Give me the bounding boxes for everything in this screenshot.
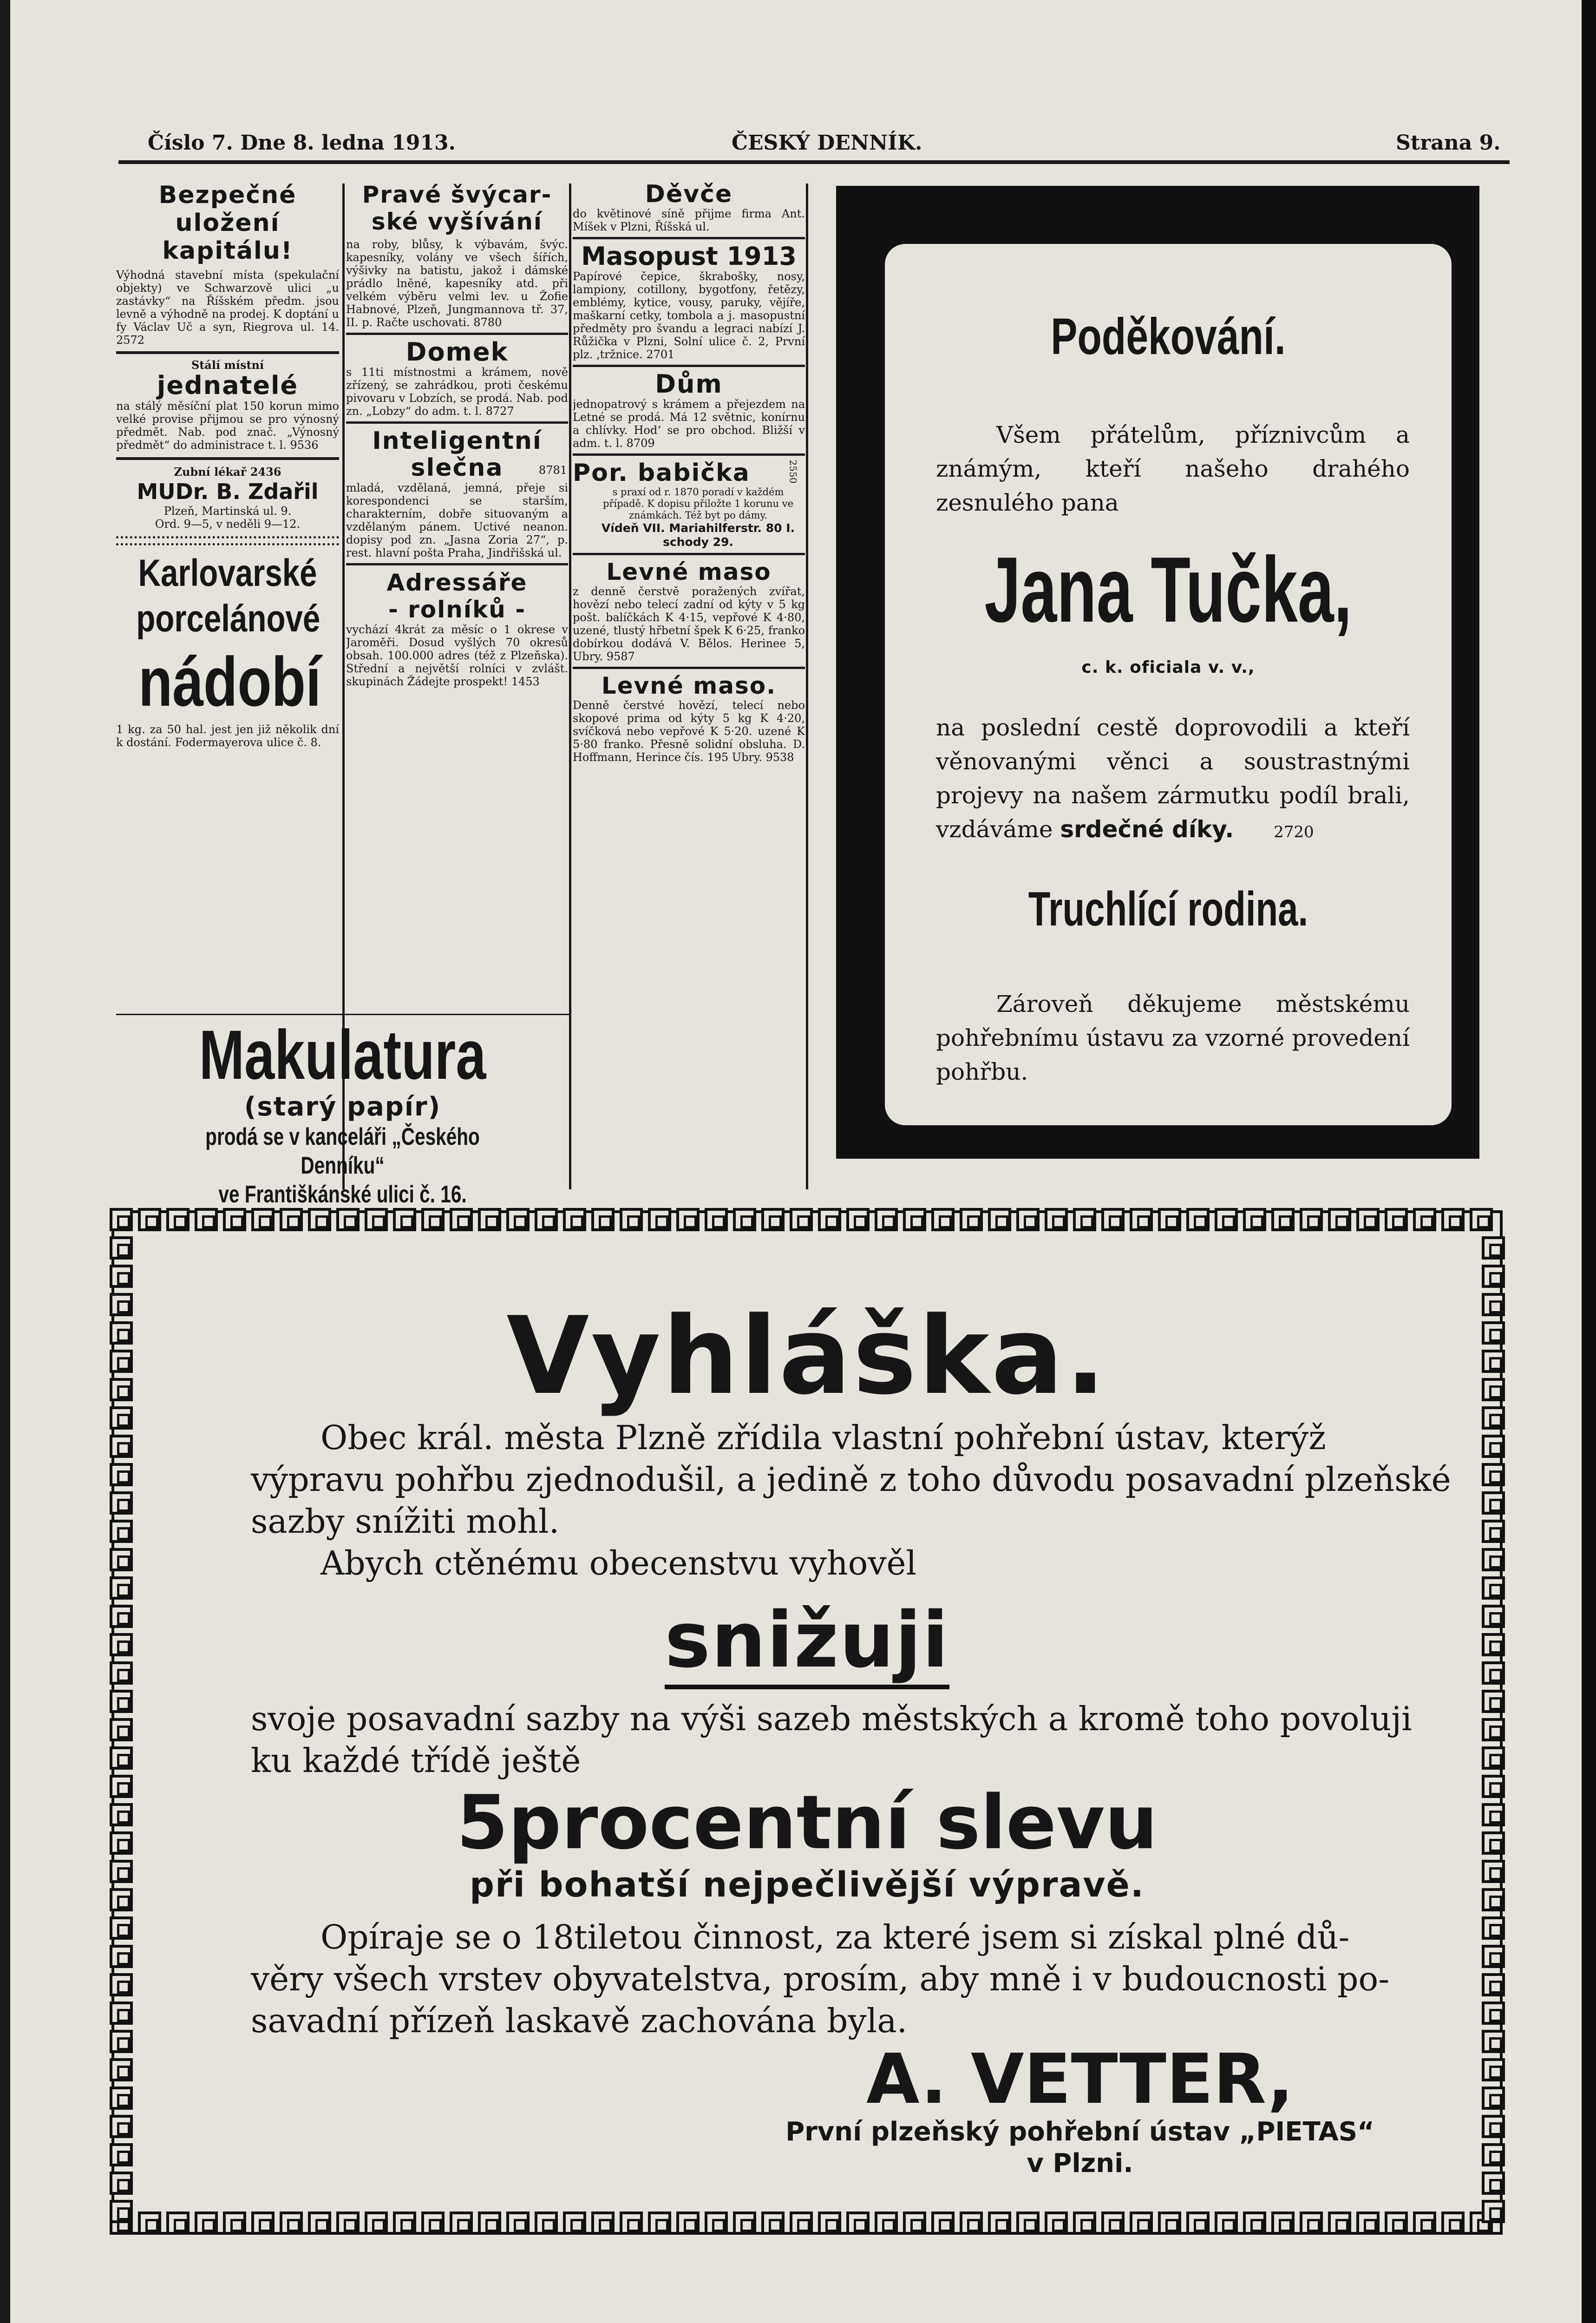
ornament-square [110, 1265, 133, 1288]
lady-title-1: Inteligentní [372, 427, 542, 455]
ornament-square [478, 1208, 501, 1231]
discount-wrap [111, 1779, 1503, 1907]
page-number: Strana 9. [1396, 131, 1501, 155]
waste-line-2: ve Františkánské ulici č. 16. [218, 1181, 467, 1208]
ornament-square [1271, 2211, 1295, 2235]
notice-reduce: snižuji [665, 1595, 949, 1689]
meat2-body: Denně čerstvé hovězí, telecí nebo skopové prima od kýty 5 kg K 4·20, svíčková nebo vepřové K 5·20. uzené K 5·80 franko. Přesně solidní obsluha. D. Hoffmann, Herince čís. 195 Ubry. 9538 [573, 699, 805, 764]
notice-signature: A. VETTER, [866, 2039, 1294, 2119]
ornament-square [138, 1208, 161, 1231]
house2-title: Dům [655, 369, 723, 399]
notice-line-2: výpravu pohřbu zjednodušil, a jedině z toho důvodu posavadní plzeňské [251, 1460, 1451, 1499]
ornament-square [648, 2211, 671, 2235]
midwife-title: Por. babička [573, 459, 750, 487]
ornament-square [393, 1208, 416, 1231]
ornament-square [365, 2211, 388, 2235]
header-rule [118, 160, 1510, 164]
ornament-square [110, 2058, 133, 2081]
ornament-square [1482, 1945, 1505, 1968]
dentist-line: Zubní lékař 2436 [174, 465, 281, 479]
ornament-square [1413, 1208, 1436, 1231]
ornament-square [1413, 2211, 1436, 2235]
ornament-square [110, 1491, 133, 1515]
waste-ad [116, 1016, 569, 1208]
house2-body: jednopatrový s krámem a přejezdem na Letné se prodá. Má 12 světnic, konírnu a chlívky. Hod‘ se pro obchod. Bližší v adm. t. l. 8709 [573, 398, 805, 450]
ornament-square [790, 2211, 813, 2235]
obituary-p1: Všem přátelům, příznivcům a známým, kteří našeho drahého zesnulého pana [936, 421, 1410, 516]
ornament-square [1215, 1208, 1238, 1231]
ornament-square [365, 1208, 388, 1231]
ornament-square [1482, 2200, 1505, 2223]
notice-title: Vyhláška. [506, 1294, 1108, 1418]
divider [116, 351, 339, 354]
safe-title-3: kapitálu! [162, 237, 293, 265]
safe-title-1: Bezpečné [158, 181, 297, 209]
ornament-square [1482, 1548, 1505, 1571]
ornament-square [1130, 2211, 1153, 2235]
ornament-square [110, 1690, 133, 1713]
carnival-title: Masopust 1913 [581, 242, 797, 271]
waste-rule [116, 1014, 571, 1015]
ornament-square [1243, 2211, 1266, 2235]
ornament-square [563, 1208, 586, 1231]
carnival-body: Papírové čepice, škrabošky, nosy, lampiony, cotillony, bygotfony, řetězy, emblémy, kytice, vousy, paruky, vějíře, maškarní cetky, tombola a j. masopustní předměty pro švandu a legraci nabízí J. Růžička v Plzni, Solní ulice č. 2, První plz. ‚tržnice. 2701 [573, 270, 805, 361]
embroidery-title-2: ské vyšívání [371, 208, 543, 235]
midwife-body-2: Vídeň VII. Mariahilferstr. 80 I. schody 29. [601, 521, 795, 549]
obituary-p3: Zároveň děkujeme městskému pohřebnímu ústavu za vzorné provedení pohřbu. [936, 991, 1410, 1085]
ornament-square [1482, 1236, 1505, 1260]
meat-title: Levné maso [606, 558, 772, 585]
ornament-square [110, 1718, 133, 1741]
ornament-square [110, 1916, 133, 1940]
ornament-square [1300, 2211, 1323, 2235]
ornament-square [1482, 2087, 1505, 2110]
ornament-square [1482, 1491, 1505, 1515]
obituary-p2: na poslední cestě doprovodili a kteří věnovanými věnci a soustrastnými projevy na našem zármutku podíl brali, vzdáváme [936, 714, 1410, 843]
divider [346, 563, 568, 565]
ornament-square [110, 2115, 133, 2138]
column-rule-3 [806, 184, 808, 1189]
dentist-hours: Ord. 9—5, v neděli 9—12. [155, 518, 301, 531]
ornament-square [1482, 1690, 1505, 1713]
ornament-square [1186, 1208, 1210, 1231]
notice-sig-sub-1: První plzeňský pohřební ústav „PIETAS“ [785, 2117, 1374, 2147]
ornament-square [223, 2211, 246, 2235]
ornament-square [110, 1576, 133, 1600]
ornament-square [1482, 1265, 1505, 1288]
column-rule-2 [569, 184, 571, 1189]
ornament-square [421, 2211, 445, 2235]
ornament-square [1016, 2211, 1040, 2235]
notice-line-6: ku každé třídě ještě [251, 1741, 581, 1780]
ornament-square [450, 2211, 473, 2235]
ornament-square [761, 1208, 785, 1231]
dentist-name: MUDr. B. Zdařil [137, 479, 319, 504]
house-title: Domek [406, 337, 509, 367]
obituary-title: Poděkování. [1051, 308, 1286, 365]
ornament-square [591, 1208, 615, 1231]
ornament-square [1243, 1208, 1266, 1231]
ornament-square [223, 1208, 246, 1231]
ornament-square [251, 1208, 275, 1231]
ornament-square [1328, 1208, 1351, 1231]
ornament-square [1130, 1208, 1153, 1231]
ornament-square [450, 1208, 473, 1231]
notice-discount-sub: při bohatší nejpečlivější výpravě. [470, 1865, 1145, 1905]
ornament-square [1482, 2030, 1505, 2053]
ornament-square [960, 1208, 983, 1231]
ornament-square [790, 1208, 813, 1231]
page-edge-right [1582, 0, 1596, 2323]
ornament-square [620, 2211, 643, 2235]
column-3 [573, 181, 805, 1189]
ornament-square [1482, 2058, 1505, 2081]
ornament-square [1385, 1208, 1408, 1231]
column-2 [346, 181, 568, 1017]
notice-line-8: věry všech vrstev obyvatelstva, prosím, aby mně i v budoucnosti po- [251, 1960, 1390, 1998]
ornament-square [110, 1435, 133, 1458]
ornament-square [535, 1208, 558, 1231]
safe-body: Výhodná stavební místa (spekulační objekty) ve Schwarzově ulici „u zastávky“ na Říšském předm. jsou levně a výhodně na prodej. K doptání u fy Václav Uč a syn, Riegrova ul. 14. 2572 [116, 269, 339, 347]
midwife-side-number: 2550 [787, 459, 799, 484]
midwife-body-1: s praxí od r. 1870 poradí v každém případě. K dopisu přiložte 1 korunu ve známkách. Též byt po dámy. [602, 486, 794, 521]
ornament-square [1441, 1208, 1465, 1231]
ornament-square [988, 2211, 1011, 2235]
ornament-square [110, 1548, 133, 1571]
ornament-square [110, 2143, 133, 2166]
signature-block [697, 2039, 1463, 2179]
address-body: vychází 4krát za měsíc o 1 okrese v Jaroměři. Dosud vyšlých 70 okresů obsah. 100.000 adres (též z Plzeňska). Střední a největší rolníci v zvlášt. skupinách Žádejte prospekt! 1453 [346, 623, 568, 688]
waste-sub: (starý papír) [244, 1092, 441, 1122]
ornament-square [818, 1208, 841, 1231]
ornament-square [110, 1746, 133, 1770]
ornament-square [1482, 2172, 1505, 2195]
ornament-square [280, 2211, 303, 2235]
obituary-thanks: srdečné díky. [1060, 816, 1234, 843]
ornament-square [110, 1463, 133, 1486]
ornament-square [251, 2211, 275, 2235]
address-title-2: - rolníků - [388, 596, 526, 623]
ornament-square [1482, 2143, 1505, 2166]
obituary-number: 2720 [1274, 823, 1314, 841]
divider [573, 667, 805, 669]
meat2-title: Levné maso. [601, 672, 777, 699]
ornament-square [110, 2030, 133, 2053]
ornament-square [733, 2211, 756, 2235]
divider [573, 453, 805, 456]
ornament-square [506, 2211, 530, 2235]
ornament-square [591, 2211, 615, 2235]
notice-sig-sub-2: v Plzni. [1027, 2148, 1133, 2179]
agents-title: jednatelé [157, 371, 299, 400]
ornament-square [308, 2211, 331, 2235]
ornament-square [1482, 1718, 1505, 1741]
ornament-square [1356, 2211, 1380, 2235]
ornament-square [110, 1973, 133, 1996]
ornament-square [1016, 1208, 1040, 1231]
divider [346, 421, 568, 424]
lady-number: 8781 [538, 464, 567, 477]
notice-line-4: Abych ctěnému obecenstvu vyhověl [321, 1544, 917, 1582]
ornament-square [110, 1520, 133, 1543]
ornament-square [535, 2211, 558, 2235]
notice-discount: 5procentní slevu [456, 1779, 1158, 1866]
house-body: s 11ti místnostmi a krámem, nově zřízený, se zahrádkou, proti českému pivovaru v Lobzích, se prodá. Nab. pod zn. „Lobzy“ do adm. t. l. 8727 [346, 366, 568, 418]
ornament-square [1482, 1916, 1505, 1940]
ornament-square [846, 1208, 870, 1231]
notice-title-wrap [111, 1294, 1503, 1418]
ornament-square [620, 1208, 643, 1231]
girl-title: Děvče [645, 181, 733, 208]
ornament-square [336, 2211, 360, 2235]
issue-date: Číslo 7. Dne 8. ledna 1913. [148, 131, 456, 155]
ornament-square [1186, 2211, 1210, 2235]
ornament-square [1101, 1208, 1125, 1231]
newspaper-title: ČESKÝ DENNÍK. [732, 131, 922, 155]
ornament-square [110, 2087, 133, 2110]
ornament-square [166, 1208, 190, 1231]
ornament-square [1385, 2211, 1408, 2235]
notice-line-1: Obec král. města Plzně zřídila vlastní pohřební ústav, kterýž [321, 1418, 1326, 1457]
ornament-square [903, 1208, 926, 1231]
safe-title-2: uložení [175, 209, 280, 237]
reduce-wrap [111, 1595, 1503, 1685]
waste-line-1: prodá se v kanceláři „Českého Denníku“ [205, 1123, 480, 1179]
ornament-square [705, 1208, 728, 1231]
obituary-family: Truchlící rodina. [1028, 882, 1308, 936]
ornament-square [1470, 1208, 1493, 1231]
girl-body: do květinové síně přijme firma Ant. Míšek v Plzni, Říšská ul. [573, 207, 805, 233]
lady-body: mladá, vzdělaná, jemná, přeje si korespondenci se starším, charakterním, dobře situovaným a vzdělaným pánem. Uctivé neanon. dopisy pod zn. „Jasna Zoria 27“, p. rest. hlavní pošta Praha, Jindřišská ul. [346, 481, 568, 559]
ornament-square [1045, 2211, 1068, 2235]
obituary-p2-wrap [936, 711, 1410, 849]
deceased-rank: c. k. oficiala v. v., [1081, 658, 1255, 677]
deceased-name: Jana Tučka, [984, 538, 1352, 642]
agents-body: na stálý měsíční plat 150 korun mimo velké provise přijmou se pro výnosný předmět. Nab. pod znač. „Výnosný předmět“ do administrace t. l. 9536 [116, 400, 339, 452]
ornament-square [676, 1208, 700, 1231]
lady-title-2: slečna [411, 454, 504, 482]
ornament-square [648, 1208, 671, 1231]
divider [573, 237, 805, 239]
ornament-square [195, 2211, 218, 2235]
ornament-square [110, 2172, 133, 2195]
ornament-square [110, 1945, 133, 1968]
ornament-square [336, 1208, 360, 1231]
agents-kicker: Stálí místní [191, 358, 264, 372]
notice-line-7: Opíraje se o 18tiletou činnost, za které jsem si získal plné dů- [321, 1918, 1350, 1956]
page-edge-left [0, 0, 10, 2323]
ornament-square [1073, 2211, 1096, 2235]
ornament-square [1271, 1208, 1295, 1231]
ornament-square [1482, 1435, 1505, 1458]
ornament-square [761, 2211, 785, 2235]
address-title-1: Adressáře [386, 569, 528, 596]
ornament-square [931, 2211, 955, 2235]
divider [346, 333, 568, 335]
ornament-square [960, 2211, 983, 2235]
ornament-square [1073, 1208, 1096, 1231]
ornament-square [393, 2211, 416, 2235]
ornament-square [138, 2211, 161, 2235]
divider [573, 365, 805, 367]
ornament-square [705, 2211, 728, 2235]
ornament-square [478, 2211, 501, 2235]
ornament-square [110, 1236, 133, 1260]
waste-title: Makulatura [199, 1016, 486, 1094]
ornament-square [875, 1208, 898, 1231]
notice-line-9: savadní přízeň laskavě zachována byla. [251, 2001, 908, 2040]
ornament-square [1215, 2211, 1238, 2235]
embroidery-body: na roby, blůsy, k výbavám, švýc. kapesníky, volány ve všech šířích, výšivky na batistu, jakož i dámské prádlo lněné, kapesníky atd. při velkém výběru velmi lev. u Žofie Habnové, Plzeň, Jungmannova tř. 37, II. p. Račte uschovati. 8780 [346, 238, 568, 329]
ornament-square [195, 1208, 218, 1231]
ornament-square [1158, 1208, 1181, 1231]
ornament-square [110, 1208, 133, 1231]
ornament-square [1328, 2211, 1351, 2235]
dentist-address: Plzeň, Martinská ul. 9. [164, 505, 292, 518]
ornament-square [280, 1208, 303, 1231]
ornament-square [1482, 1746, 1505, 1770]
ornament-square [1300, 1208, 1323, 1231]
divider [116, 457, 339, 460]
meat-body: z denně čerstvě poražených zvířat, hovězí nebo telecí zadní od kýty v 5 kg pošt. balíčkách K 4·15, vepřové K 4·80, uzené, tlustý hřbetní špek K 6·25, franko dobírkou dodává V. Bělos. Herinee 5, Ubry. 9587 [573, 585, 805, 663]
ornament-square [563, 2211, 586, 2235]
ornament-square [1482, 1463, 1505, 1486]
ornament-square [1356, 1208, 1380, 1231]
obituary-box [885, 244, 1452, 1125]
ornament-square [1482, 1576, 1505, 1600]
ornament-square [308, 1208, 331, 1231]
notice-line-3: sazby snížiti mohl. [251, 1502, 560, 1541]
ornament-square [988, 1208, 1011, 1231]
ornament-square [1441, 2211, 1465, 2235]
ornament-square [1482, 2001, 1505, 2025]
porcelain-line-2: porcelánové [136, 597, 321, 640]
ornament-square [1045, 1208, 1068, 1231]
ornament-square [1158, 2211, 1181, 2235]
ornament-square [733, 1208, 756, 1231]
ornament-square [875, 2211, 898, 2235]
ornament-square [846, 2211, 870, 2235]
porcelain-line-3: nádobí [138, 643, 321, 721]
ornament-square [676, 2211, 700, 2235]
ornament-square [903, 2211, 926, 2235]
ornament-square [166, 2211, 190, 2235]
ornament-square [1482, 1520, 1505, 1543]
ornament-square [110, 2200, 133, 2223]
ornament-square [506, 1208, 530, 1231]
ornament-square [421, 1208, 445, 1231]
divider [573, 553, 805, 555]
ornament-square [110, 2001, 133, 2025]
embroidery-title-1: Pravé švýcar- [362, 181, 552, 208]
ornament-square [1101, 2211, 1125, 2235]
ornament-square [1482, 1973, 1505, 1996]
porcelain-line-1: Karlovarské [138, 552, 317, 594]
ornament-square [931, 1208, 955, 1231]
ornament-square [818, 2211, 841, 2235]
notice-line-5: svoje posavadní sazby na výši sazeb městských a kromě toho povoluji [251, 1700, 1412, 1738]
ornament-square [1482, 2115, 1505, 2138]
porcelain-body: 1 kg. za 50 hal. jest jen již několik dní k dostání. Fodermayerova ulice č. 8. [116, 723, 339, 749]
ornament-rule [116, 536, 339, 545]
